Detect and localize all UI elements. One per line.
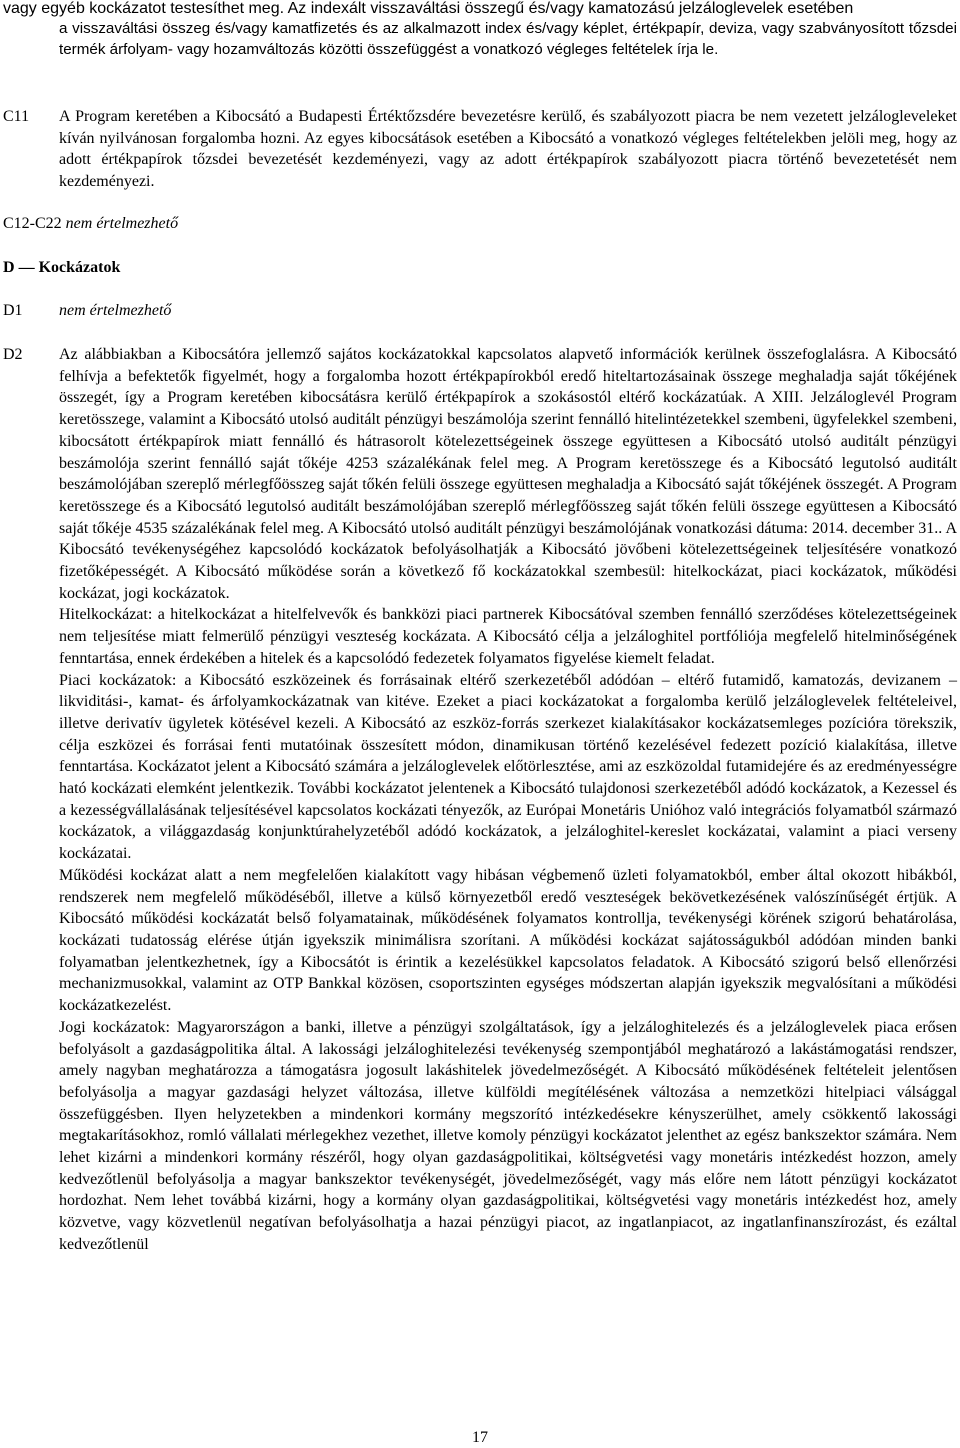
top-continuation: a visszaváltási összeg és/vagy kamatfizetés és az alkalmazott index és/vagy képlet, értékpapír, deviza, vagy szabványosított tőzsdei termék árfolyam- vagy hozamváltozás közötti összefüggést a vonatkozó végleges feltételek írja le.: [59, 20, 957, 59]
section-d-code: D: [3, 259, 15, 276]
section-d-title: Kockázatok: [38, 259, 121, 276]
section-d-dash: —: [18, 259, 35, 276]
c12-c22-note: nem értelmezhető: [65, 215, 179, 232]
d1-note: nem értelmezhető: [59, 302, 172, 319]
d2-operational-risk-paragraph: Működési kockázat alatt a nem megfelelően kialakított vagy hibásan végbemenő üzleti folyamatokból, ember által okozott hibákból, rendszerek nem megfelelő működéséből, illetve a külső környezetből eredő veszteségek bekövetkezésének valószínűségét értjük. A Kibocsátó működési kockázatát belső folyamatainak, működésének folyamatos kontrollja, tevékenységi körének szigorú behatárolása, kockázati tudatosság elérése útján igyekszik minimálisra szorítani. A működési kockázat sajátosságukból adódóan minden banki folyamatban jelentkezhetnek, így a Kibocsátót is érintik a kezelésükkel kapcsolatos feladatok. A Kibocsátó szigorú belső ellenőrzési mechanizmusokkal, valamint az OTP Bankkal közösen, csoportszinten egységes módszertan alapján igyekszik megvalósítani a működési kockázatkezelést.: [59, 866, 957, 1015]
c11-text: A Program keretében a Kibocsátó a Budapesti Értéktőzsdére bevezetésre kerülő, és szabályozott piacra be nem vezetett jelzálogleveleket kíván nyilvánosan forgalomba hozni. Az egyes kibocsátások esetében a Kibocsátó a vonatkozó végleges feltételekben jelöli meg, hogy az adott értékpapírok tőzsdei bevezetését kezdeményezi, vagy az adott értékpapírok szabályozott piacra történő bevezetetését nem kezdeményezi.: [59, 108, 957, 191]
d2-legal-risk-paragraph: Jogi kockázatok: Magyarországon a banki, illetve a pénzügyi szolgáltatások, így a jelzáloghitelezés és a jelzáloglevelek piaca erősen befolyásolt a gazdaságpolitika által. A lakossági jelzáloghitelezési tevékenység szempontjából meghatározó a lakástámogatási rendszer, amely nagyban meghatározza a támogatásra jogosult lakáshitelek jövedelmezőségét. A Kibocsátó működésének feltételeit jelentősen befolyásolja a magyar gazdasági helyzet változása, illetve külföldi megítélésének változása a nemzetközi hitelpiaci válsággal összefüggésben. Ilyen helyzetekben a mindenkori kormány megszorító intézkedésekre kényszerülhet, amely csökkentő lakossági megtakarításokhoz, romló vállalati mérlegekhez vezethet, illetve komoly pénzügyi kockázatot jelenthet az egész bankszektor számára. Nem lehet kizárni a mindenkori kormány részéről, hogy olyan gazdaságpolitikai, költségvetési vagy monetáris intézkedést hozzon, amely kedvezőtlenül befolyásolja a magyar bankszektor tevékenységét, jövedelmezőségét, vagy más előre nem látott pénzügyi kockázatot hordozhat. Nem lehet továbbá kizárni, hogy a kormány olyan gazdaságpolitikai, költségvetési vagy monetáris intézkedést hoz, amely közvetve, vagy közvetlenül negatívan befolyásolhatja a hazai pénzügyi piacot, az ingatlanpiacot, az ingatlanfinanszírozást, és ezáltal kedvezőtlenül: [59, 1018, 957, 1253]
c12-c22-code: C12-C22: [3, 215, 62, 232]
d2-market-risk-paragraph: Piaci kockázatok: a Kibocsátó eszközeinek és forrásainak eltérő szerkezetéből adódóan – eltérő futamidő, kamatozás, devizanem – likviditási-, kamat- és árfolyamkockázatnak van kitéve. Ezeket a piaci kockázatokat a forgalomba kerülő jelzáloglevelek feltételeivel, illetve derivatív ügyletek kötésével kezeli. A Kibocsátó az eszköz-forrás szerkezet kialakításakor kockázatsemleges pozícióra törekszik, célja eszközei és forrásai fenti mutatóinak összesített módon, dinamikusan történő kezelésével fedezett pozíció kialakítása, illetve fenntartása. Kockázatot jelent a Kibocsátó számára a jelzáloglevelek előtörlesztése, ami az eszközoldal futamidejére és az eredményességre ható kockázati elemként jelentkezik. További kockázatot jelentenek a Kibocsátó tulajdonosi szerkezetéből adódó kockázatok, a Kezessel és a kezességvállalásának teljesítésével kapcsolatos kockázati tényezők, az Európai Monetáris Unióhoz való integrációs folyamatból származó kockázatok, a világgazdaság konjunktúrahelyzetéből adódó kockázatok, a jelzáloghitel-kereslet kockázatai, valamint a piaci verseny kockázatai.: [59, 671, 957, 863]
c11-code: C11: [3, 108, 30, 125]
page-number: 17: [472, 1429, 488, 1446]
d2-intro-paragraph: Az alábbiakban a Kibocsátóra jellemző sajátos kockázatokkal kapcsolatos alapvető információk kerülnek összefoglalásra. A Kibocsátó felhívja a befektetők figyelmét, hogy a forgalomba hozott értékpapírokból eredő hiteltartozásainak összege meghaladja saját tőkéjének összegét, így a Program keretében kibocsátásra kerülő értékpapírok a szokásostól eltérő kockázatúak. A XIII. Jelzáloglevél Program keretösszege, valamint a Kibocsátó utolsó auditált pénzügyi beszámolója szerint fennálló hitelintézetekkel szembeni, ügyfelekkel szembeni, kibocsátott értékpapírok miatt fennálló és hátrasorolt kötelezettségeinek összege együttesen a Kibocsátó utolsó auditált pénzügyi beszámolója szerint fennálló saját tőkéje 4253 százalékának felel meg. A Program keretösszege és a Kibocsátó legutolsó auditált beszámolójában szereplő mérlegfőösszeg saját tőkén felüli összege együttesen meghaladja a Kibocsátó saját tőkéjének összegét. A Program keretösszege és a Kibocsátó legutolsó auditált beszámolójában szereplő mérlegfőösszeg saját tőkén felüli összege együttesen a Kibocsátó saját tőkéje 4535 százalékának felel meg. A Kibocsátó utolsó auditált pénzügyi beszámolójának vonatkozási dátuma: 2014. december 31.. A Kibocsátó tevékenységéhez kapcsolódó kockázatok befolyásolhatják a Kibocsátó jövőbeni kötelezettségeinek teljesítésére vonatkozó fizetőképességét. A Kibocsátó működése során a következő fő kockázatokkal szembesül: hitelkockázat, piaci kockázatok, működési kockázat, jogi kockázatok.: [59, 346, 957, 602]
c12-c22-row: [3, 213, 178, 235]
d1-code: D1: [3, 302, 23, 319]
section-d-heading: [3, 257, 120, 279]
d2-code: D2: [3, 346, 23, 363]
d2-body: [59, 344, 957, 1256]
d2-credit-risk-paragraph: Hitelkockázat: a hitelkockázat a hitelfelvevők és bankközi piaci partnerek Kibocsátóval szemben fennálló szerződéses kötelezettségeinek nem teljesítése miatt felmerülő pénzügyi veszteség kockázata. A Kibocsátó célja a jelzáloghitel portfóliója megfelelő hitelminőségének fenntartása, ennek érdekében a hitelek és a kapcsolódó fedezetek folyamatos figyelése kiemelt feladat.: [59, 606, 957, 667]
top-first-line: vagy egyéb kockázatot testesíthet meg. Az indexált visszaváltási összegű és/vagy kamatozású jelzáloglevelek esetében: [3, 0, 854, 17]
